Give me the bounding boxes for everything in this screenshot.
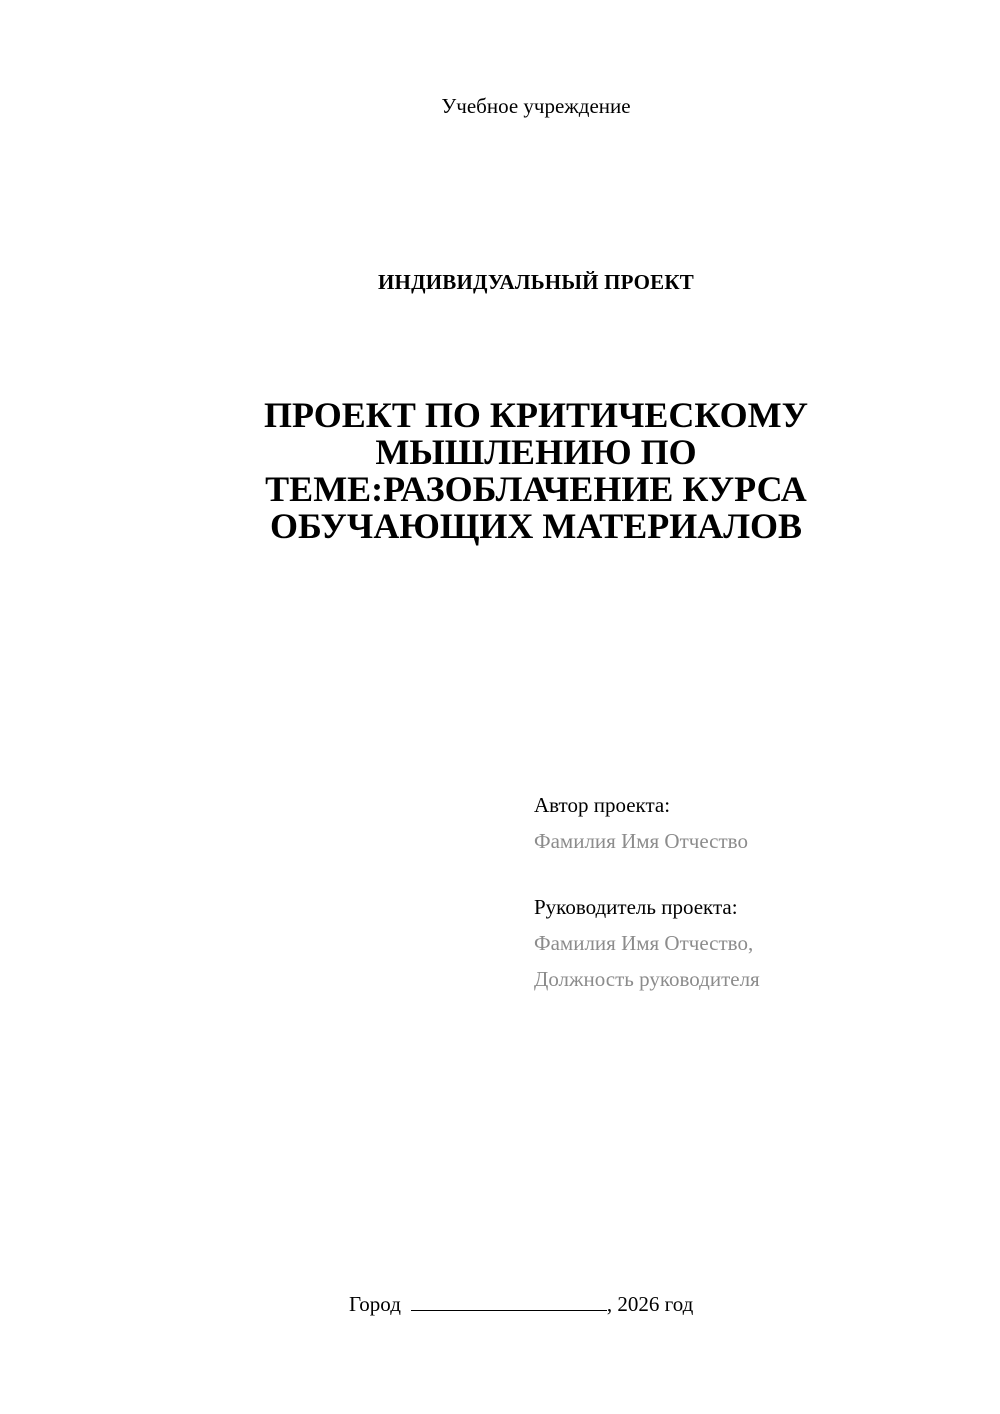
year-text: , 2026 год [606,1292,694,1316]
author-label: Автор проекта: [534,793,671,817]
title-line: ОБУЧАЮЩИХ МАТЕРИАЛОВ [269,506,803,546]
supervisor-label: Руководитель проекта: [534,895,738,919]
supervisor-name: Фамилия Имя Отчество, [534,931,754,955]
project-info [534,787,974,997]
city-label: Город [349,1292,401,1316]
city-year-line [349,1290,693,1318]
title-line: ТЕМЕ:РАЗОБЛАЧЕНИЕ КУРСА [265,469,807,509]
project-type-heading: ИНДИВИДУАЛЬНЫЙ ПРОЕКТ [378,270,694,294]
institution-name: Учебное учреждение [441,94,631,118]
title-line: МЫШЛЕНИЮ ПО [375,432,697,472]
project-title [236,397,836,545]
title-line: ПРОЕКТ ПО КРИТИЧЕСКОМУ [263,395,809,435]
city-blank-line [411,1290,607,1311]
supervisor-position: Должность руководителя [534,967,760,991]
author-name: Фамилия Имя Отчество [534,829,748,853]
